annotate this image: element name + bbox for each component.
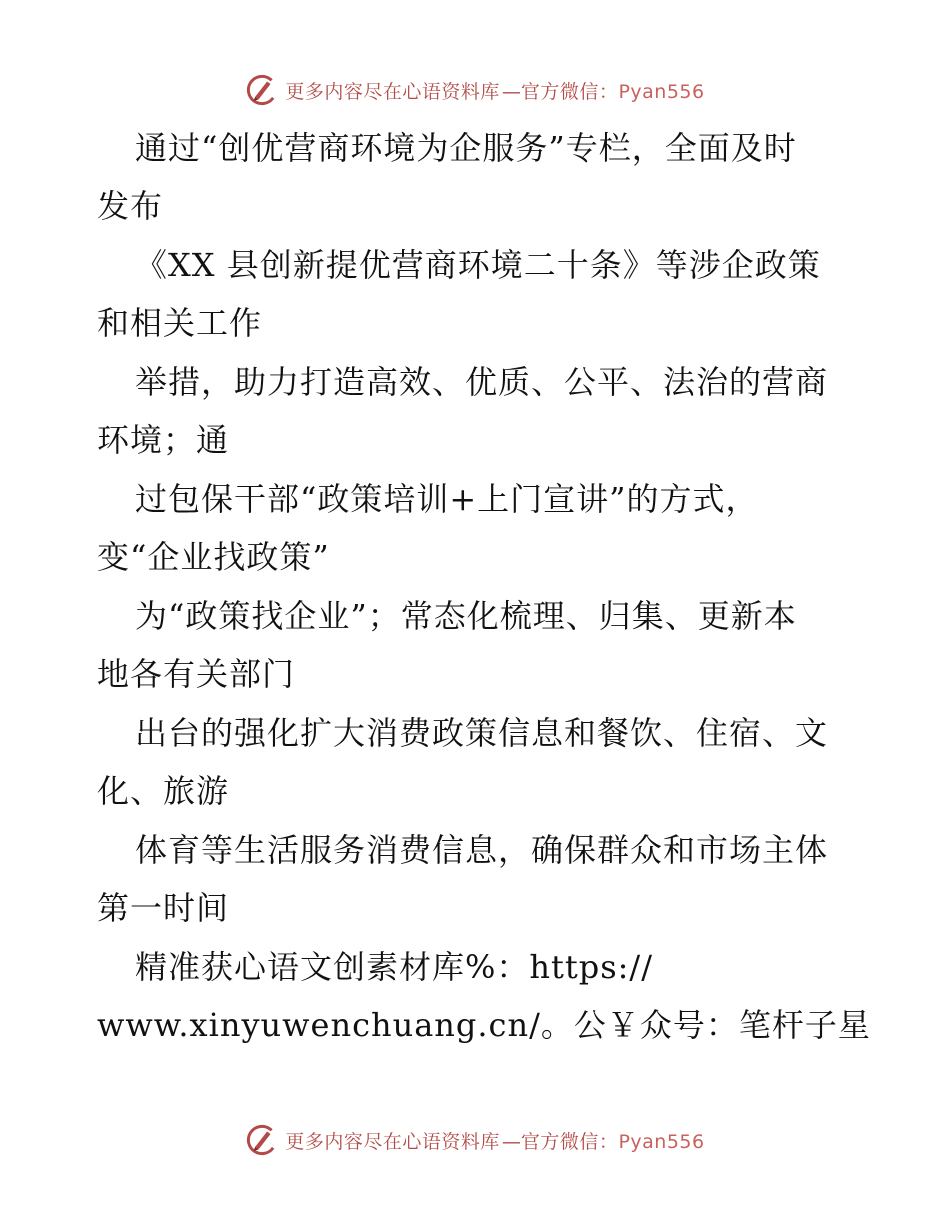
text-line: 变“企业找政策” bbox=[97, 538, 330, 576]
text-line: 化、旅游 bbox=[97, 772, 230, 810]
text-line: 地各有关部门 bbox=[97, 655, 296, 693]
header-dash: — bbox=[501, 80, 519, 103]
text-line: 环境；通 bbox=[97, 421, 230, 459]
footer-banner bbox=[0, 1120, 950, 1160]
text-line: 出台的强化扩大消费政策信息和餐饮、住宿、文 bbox=[135, 714, 829, 752]
footer-wechat-handle: Pyan556 bbox=[618, 1130, 705, 1153]
header-wechat-handle: Pyan556 bbox=[618, 80, 705, 103]
text-line: 《XX 县创新提优营商环境二十条》等涉企政策 bbox=[135, 246, 821, 284]
text-line: 为“政策找企业”；常态化梳理、归集、更新本 bbox=[135, 597, 797, 635]
text-line: 过包保干部“政策培训+上门宣讲”的方式， bbox=[135, 480, 759, 518]
text-line: 发布 bbox=[97, 187, 164, 225]
text-line: 举措，助力打造高效、优质、公平、法治的营商 bbox=[135, 363, 829, 401]
header-banner-text bbox=[285, 77, 704, 104]
footer-dash: — bbox=[501, 1130, 519, 1153]
text-line: 和相关工作 bbox=[97, 304, 263, 342]
footer-site-text: 更多内容尽在心语资料库 bbox=[285, 1130, 500, 1153]
text-line: www.xinyuwenchuang.cn/。公￥众号：笔杆子星 bbox=[97, 1006, 871, 1044]
text-line: 体育等生活服务消费信息，确保群众和市场主体 bbox=[135, 831, 829, 869]
text-line: 通过“创优营商环境为企服务”专栏，全面及时 bbox=[135, 129, 797, 167]
text-line: 第一时间 bbox=[97, 889, 230, 927]
header-wechat-label: 官方微信： bbox=[520, 80, 619, 103]
pen-circle-logo-icon bbox=[245, 73, 279, 107]
header-banner bbox=[0, 70, 950, 110]
header-site-text: 更多内容尽在心语资料库 bbox=[285, 80, 500, 103]
pen-circle-logo-icon bbox=[245, 1123, 279, 1157]
footer-banner-text bbox=[285, 1127, 704, 1154]
footer-wechat-label: 官方微信： bbox=[520, 1130, 619, 1153]
text-line: 精准获心语文创素材库%：https:// bbox=[135, 948, 653, 986]
